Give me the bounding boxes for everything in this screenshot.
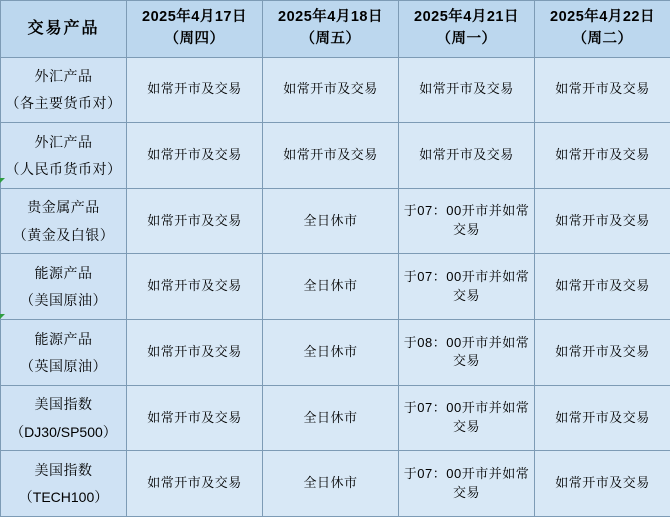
product-label: 外汇产品 （各主要货币对） xyxy=(1,57,127,123)
status-cell: 如常开市及交易 xyxy=(127,188,263,254)
table-row xyxy=(1,320,670,386)
product-label: 美国指数 （DJ30/SP500） xyxy=(1,385,127,451)
column-header-product: 交易产品 xyxy=(1,1,127,58)
status-cell: 如常开市及交易 xyxy=(399,123,535,189)
status-cell: 如常开市及交易 xyxy=(263,57,399,123)
column-header-date-1: 2025年4月17日 （周四） xyxy=(127,1,263,58)
status-cell: 如常开市及交易 xyxy=(127,123,263,189)
status-cell: 如常开市及交易 xyxy=(127,385,263,451)
product-label: 美国指数 （TECH100） xyxy=(1,451,127,517)
status-cell: 如常开市及交易 xyxy=(535,385,670,451)
product-label: 能源产品 （美国原油） xyxy=(1,254,127,320)
table-row xyxy=(1,188,670,254)
status-cell: 如常开市及交易 xyxy=(127,254,263,320)
table-row xyxy=(1,123,670,189)
status-cell: 全日休市 xyxy=(263,254,399,320)
status-cell: 如常开市及交易 xyxy=(535,254,670,320)
status-cell: 如常开市及交易 xyxy=(535,123,670,189)
status-cell: 如常开市及交易 xyxy=(535,451,670,517)
table-row xyxy=(1,385,670,451)
table-row xyxy=(1,451,670,517)
column-header-date-2: 2025年4月18日 （周五） xyxy=(263,1,399,58)
status-cell: 如常开市及交易 xyxy=(127,451,263,517)
column-header-date-3: 2025年4月21日 （周一） xyxy=(399,1,535,58)
table-row xyxy=(1,57,670,123)
status-cell: 如常开市及交易 xyxy=(127,57,263,123)
table-header-row xyxy=(1,1,670,58)
product-label: 贵金属产品 （黄金及白银） xyxy=(1,188,127,254)
status-cell: 于07：00开市并如常交易 xyxy=(399,385,535,451)
status-cell: 全日休市 xyxy=(263,385,399,451)
status-cell: 如常开市及交易 xyxy=(535,320,670,386)
status-cell: 全日休市 xyxy=(263,451,399,517)
status-cell: 于07：00开市并如常交易 xyxy=(399,188,535,254)
product-label: 能源产品 （英国原油） xyxy=(1,320,127,386)
status-cell: 如常开市及交易 xyxy=(263,123,399,189)
column-header-date-4: 2025年4月22日 （周二） xyxy=(535,1,670,58)
table-row xyxy=(1,254,670,320)
status-cell: 如常开市及交易 xyxy=(535,57,670,123)
status-cell: 全日休市 xyxy=(263,320,399,386)
status-cell: 全日休市 xyxy=(263,188,399,254)
status-cell: 如常开市及交易 xyxy=(399,57,535,123)
status-cell: 如常开市及交易 xyxy=(127,320,263,386)
status-cell: 于08：00开市并如常交易 xyxy=(399,320,535,386)
product-label: 外汇产品 （人民币货币对） xyxy=(1,123,127,189)
status-cell: 于07：00开市并如常交易 xyxy=(399,451,535,517)
status-cell: 如常开市及交易 xyxy=(535,188,670,254)
status-cell: 于07：00开市并如常交易 xyxy=(399,254,535,320)
